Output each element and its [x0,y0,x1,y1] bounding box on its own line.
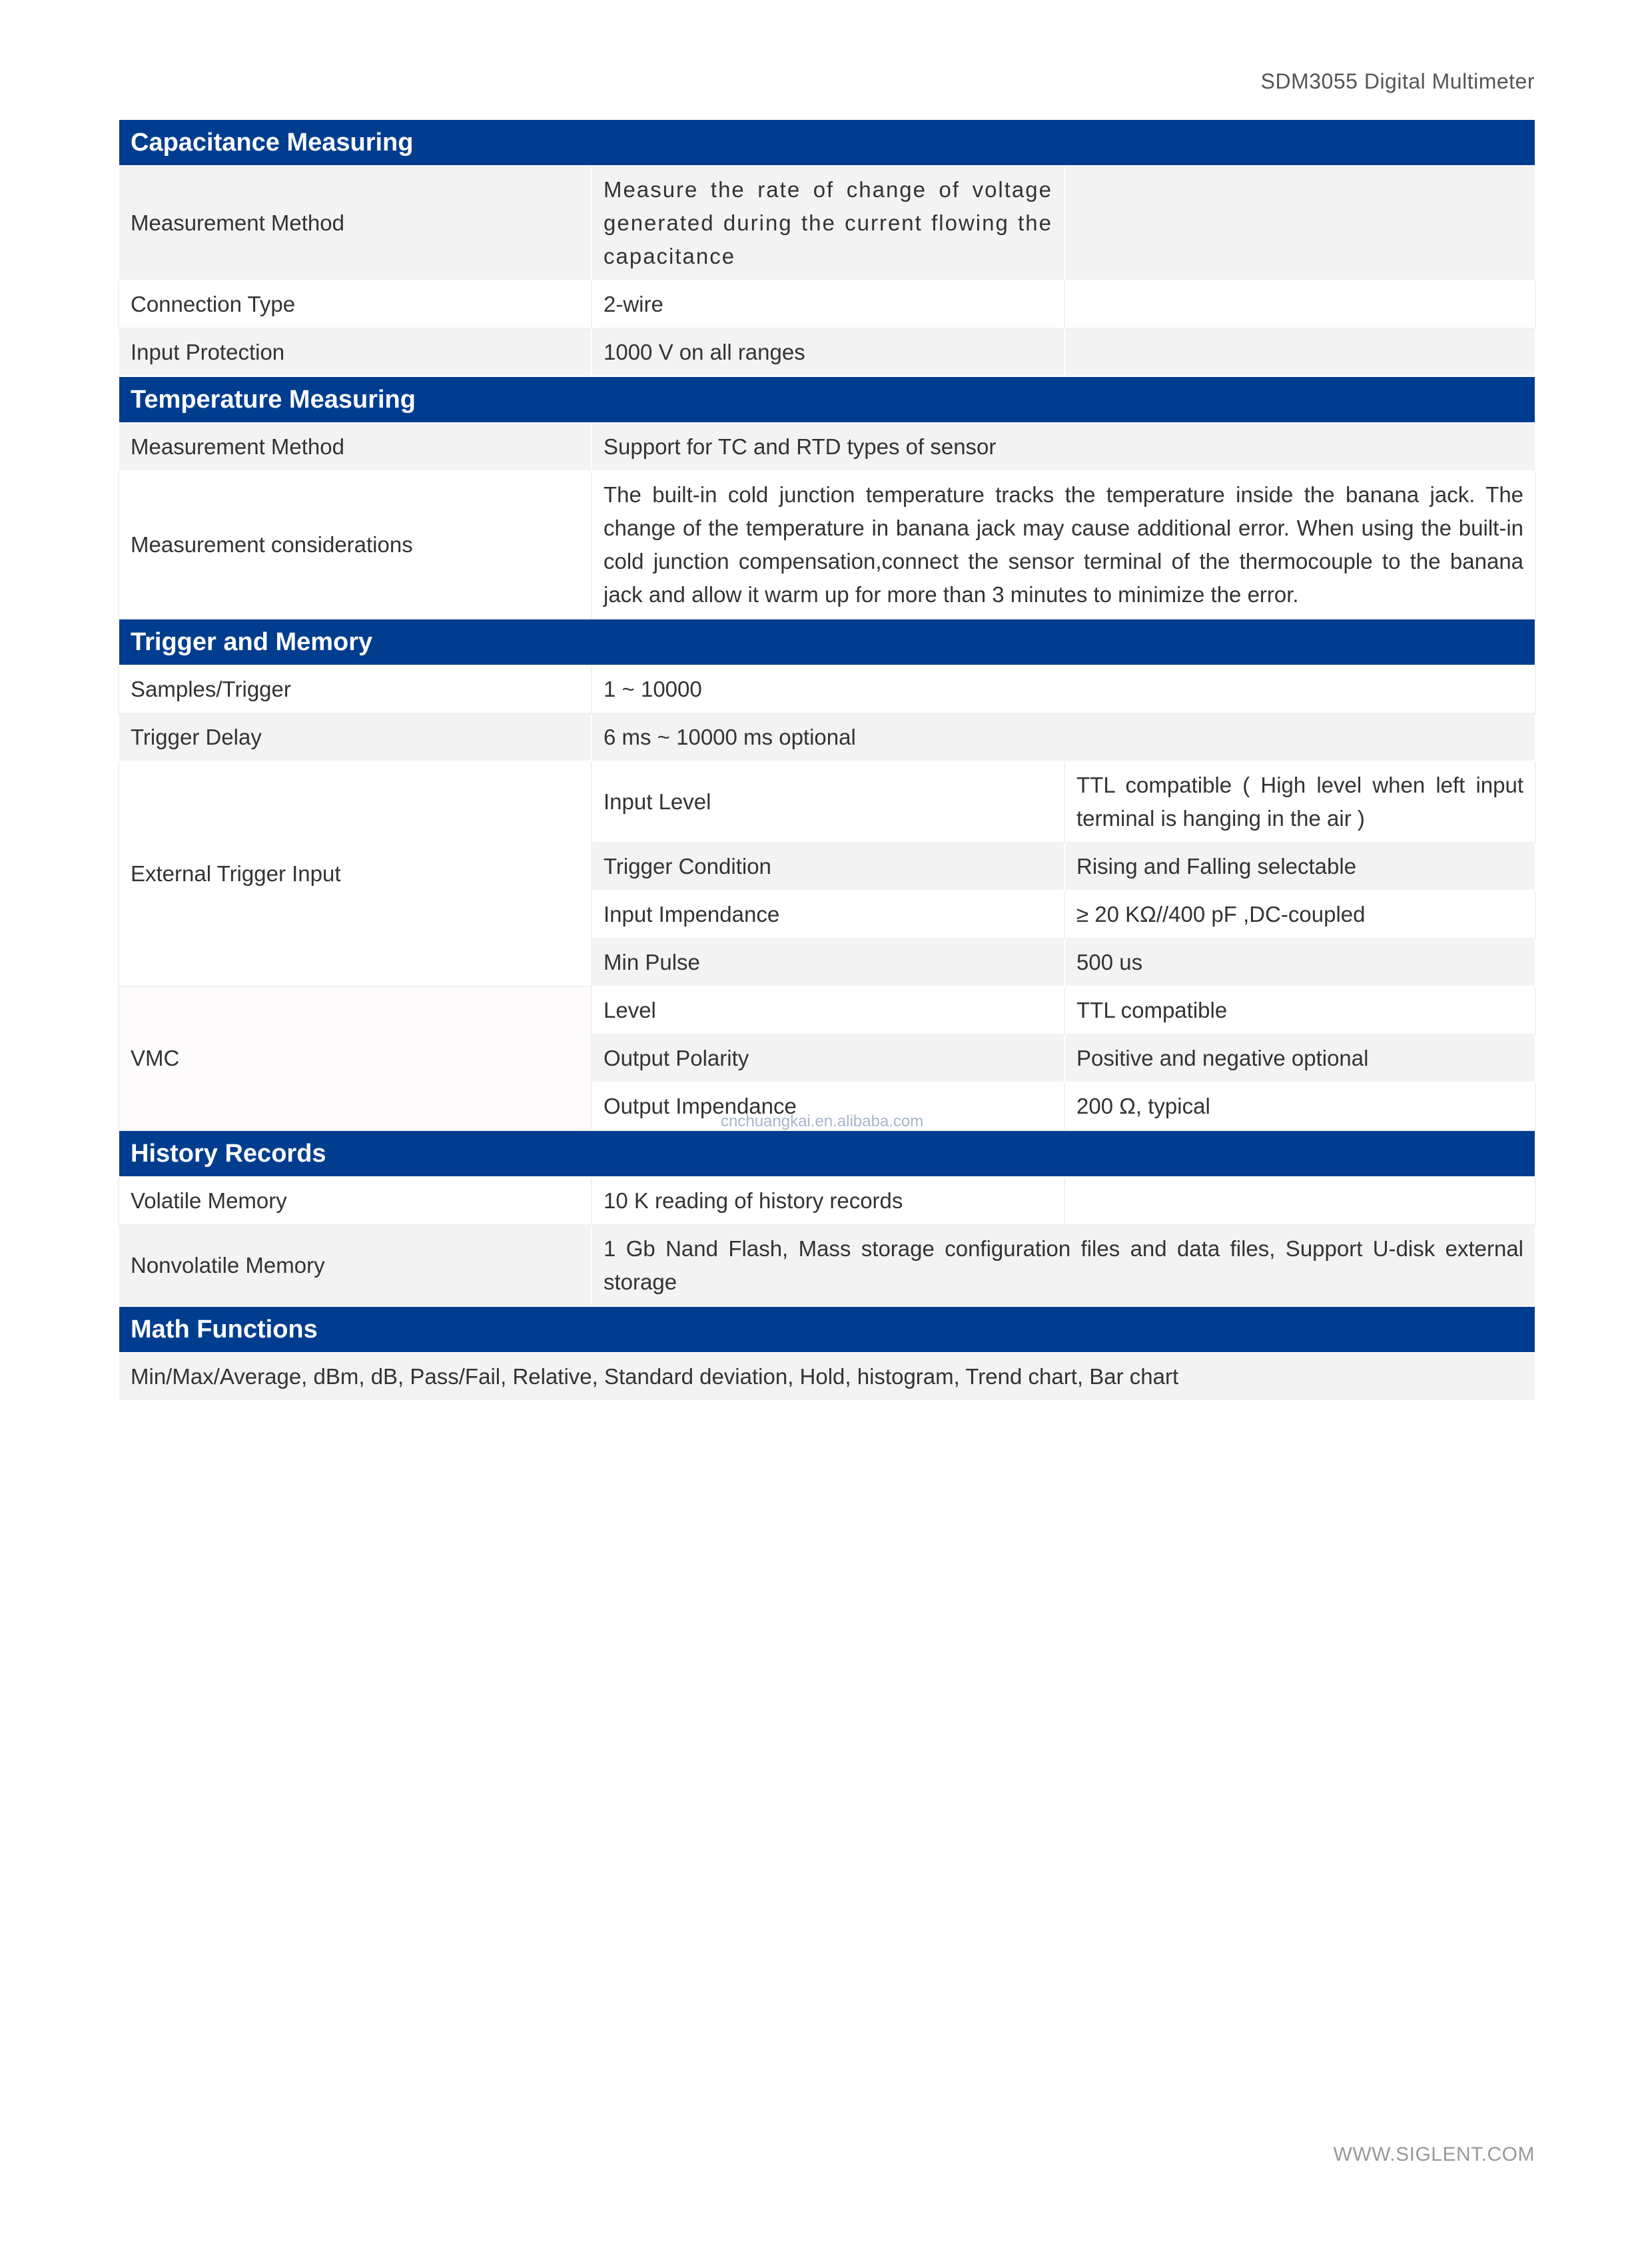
sub-value: TTL compatible [1064,986,1535,1034]
row-value: Support for TC and RTD types of sensor [592,423,1535,471]
row-label: Measurement Method [119,423,592,471]
row-label: Measurement Method [119,166,592,280]
section-header-capacitance [119,119,1535,166]
row-value: 6 ms ~ 10000 ms optional [592,713,1535,761]
section-title: History Records [119,1130,1535,1177]
sub-label: Input Level [592,761,1064,843]
row-value: 1 Gb Nand Flash, Mass storage configuration files and data files, Support U-disk external storage [592,1225,1535,1306]
row-label: Input Protection [119,328,592,376]
sub-value: 200 Ω, typical [1064,1082,1535,1130]
section-header-trigger [119,619,1535,665]
row-label: Connection Type [119,280,592,328]
row-value: Measure the rate of change of voltage generated during the current flowing the capacitance [592,166,1064,280]
section-header-temperature [119,376,1535,423]
empty-cell [1064,328,1535,376]
section-title: Capacitance Measuring [119,119,1535,166]
row-label: Nonvolatile Memory [119,1225,592,1306]
sub-label: Output Impendance [592,1082,1064,1130]
section-header-history [119,1130,1535,1177]
row-label: Samples/Trigger [119,665,592,713]
table-row [119,471,1535,619]
row-label: Measurement considerations [119,471,592,619]
row-value: The built-in cold junction temperature tracks the temperature inside the banana jack. The change of the temperature in banana jack may cause additional error. When using the built-in cold junction compensation,connect the sensor terminal of the thermocouple to the banana jack and allow it warm up for more than 3 minutes to minimize the error. [592,471,1535,619]
table-row [119,1177,1535,1225]
sub-value: ≥ 20 KΩ//400 pF ,DC-coupled [1064,891,1535,938]
sub-value: Rising and Falling selectable [1064,843,1535,891]
row-value: 2-wire [592,280,1064,328]
sub-value: Positive and negative optional [1064,1034,1535,1082]
row-value: 1 ~ 10000 [592,665,1535,713]
table-row [119,166,1535,280]
sub-value: TTL compatible ( High level when left input terminal is hanging in the air ) [1064,761,1535,843]
table-row [119,986,1535,1034]
table-row [119,713,1535,761]
row-label: Trigger Delay [119,713,592,761]
document-title: SDM3055 Digital Multimeter [1260,69,1535,93]
sub-value: 500 us [1064,938,1535,986]
sub-label: Trigger Condition [592,843,1064,891]
sub-label: Min Pulse [592,938,1064,986]
footer-url: WWW.SIGLENT.COM [1333,2143,1535,2165]
math-functions-list: Min/Max/Average, dBm, dB, Pass/Fail, Relative, Standard deviation, Hold, histogram, Trend chart, Bar chart [119,1353,1535,1401]
empty-cell [1064,280,1535,328]
row-label: Volatile Memory [119,1177,592,1225]
row-value: 1000 V on all ranges [592,328,1064,376]
table-row [119,761,1535,843]
row-value: 10 K reading of history records [592,1177,1064,1225]
row-label-vmc: VMC [119,986,592,1130]
table-row [119,328,1535,376]
section-title: Trigger and Memory [119,619,1535,665]
table-row [119,1225,1535,1306]
section-header-math [119,1306,1535,1353]
table-row [119,665,1535,713]
sub-label: Level [592,986,1064,1034]
spec-table [118,119,1536,1401]
table-row [119,1353,1535,1401]
sub-label: Input Impendance [592,891,1064,938]
table-row [119,423,1535,471]
empty-cell [1064,166,1535,280]
row-label-external-trigger: External Trigger Input [119,761,592,986]
watermark-text: cnchuangkai.en.alibaba.com [721,1112,924,1130]
empty-cell [1064,1177,1535,1225]
section-title: Math Functions [119,1306,1535,1353]
sub-label: Output Polarity [592,1034,1064,1082]
table-row [119,280,1535,328]
section-title: Temperature Measuring [119,376,1535,423]
